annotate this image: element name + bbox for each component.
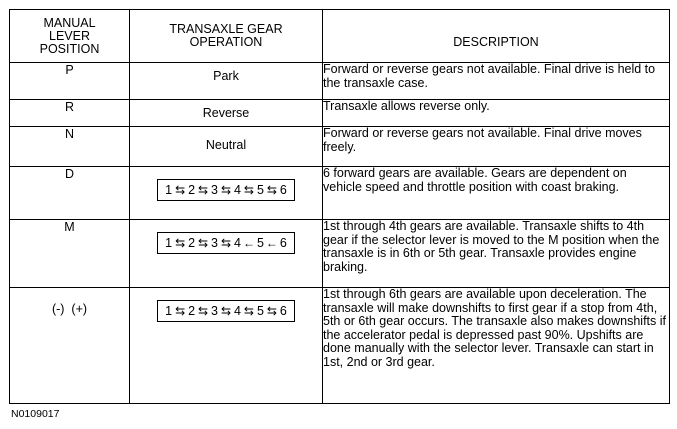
- operation-cell: [130, 288, 323, 404]
- table-row: [10, 63, 670, 100]
- gear-number: 6: [279, 304, 287, 318]
- shift-arrow-icon: ⇆: [266, 304, 277, 318]
- header-transaxle-gear-operation: [130, 10, 323, 63]
- shift-arrow-icon: ⇆: [220, 183, 232, 197]
- operation-cell: [130, 100, 323, 127]
- gear-number: 4: [234, 183, 241, 197]
- shift-arrow-icon: ⇆: [175, 236, 186, 250]
- position-cell: R: [10, 100, 130, 127]
- gear-number: 1: [165, 183, 173, 197]
- header-col3-text: DESCRIPTION: [453, 34, 539, 49]
- gear-number: 2: [188, 183, 196, 197]
- shift-arrow-icon: ⇆: [220, 236, 232, 250]
- shift-arrow-icon: ⇆: [243, 183, 254, 197]
- header-description: [323, 10, 670, 63]
- position-cell: M: [10, 220, 130, 288]
- gear-number: 6: [279, 236, 287, 250]
- downshift-arrow-icon: ←: [242, 236, 255, 250]
- gear-sequence-box: [157, 179, 295, 201]
- header-col1-text: MANUAL LEVER POSITION: [39, 15, 100, 56]
- shift-arrow-icon: ⇆: [220, 304, 232, 318]
- operation-cell: [130, 167, 323, 220]
- downshift-arrow-icon: ←: [265, 236, 278, 250]
- operation-label: Reverse: [202, 106, 250, 120]
- figure-id: N0109017: [11, 408, 60, 420]
- shift-arrow-icon: ⇆: [198, 183, 209, 197]
- shift-arrow-icon: ⇆: [243, 304, 254, 318]
- table-row: [10, 288, 670, 404]
- table-row: [10, 167, 670, 220]
- gear-number: 3: [211, 304, 218, 318]
- operation-cell: [130, 127, 323, 167]
- position-cell: P: [10, 63, 130, 100]
- gear-number: 5: [256, 236, 264, 250]
- table-row: [10, 127, 670, 167]
- table-row: [10, 100, 670, 127]
- gear-number: 1: [165, 236, 173, 250]
- description-cell: 1st through 6th gears are available upon deceleration. The transaxle will make downshifts to first gear if a stop from 4th, 5th or 6th gear occurs. The transaxle also makes downshifts if the accelerator pedal is depressed past 90%. Upshifts are done manually with the selector lever. Transaxle can start in 1st, 2nd or 3rd gear.: [323, 288, 670, 404]
- position-cell: (-) (+): [10, 288, 130, 404]
- table-row: [10, 220, 670, 288]
- operation-cell: [130, 220, 323, 288]
- shift-arrow-icon: ⇆: [198, 236, 209, 250]
- gear-table: [9, 9, 670, 404]
- description-cell: 6 forward gears are available. Gears are dependent on vehicle speed and throttle position with coast braking.: [323, 167, 670, 220]
- shift-arrow-icon: ⇆: [175, 183, 186, 197]
- description-cell: 1st through 4th gears are available. Transaxle shifts to 4th gear if the selector lever is moved to the M position when the transaxle is in 6th or 5th gear. Transaxle provides engine braking.: [323, 220, 670, 288]
- gear-number: 2: [188, 236, 196, 250]
- gear-sequence-box: [157, 232, 295, 254]
- position-cell: D: [10, 167, 130, 220]
- description-cell: Forward or reverse gears not available. Final drive is held to the transaxle case.: [323, 63, 670, 100]
- operation-cell: [130, 63, 323, 100]
- shift-arrow-icon: ⇆: [198, 304, 209, 318]
- gear-number: 5: [256, 183, 264, 197]
- gear-number: 4: [234, 304, 241, 318]
- header-row: [10, 10, 670, 63]
- gear-number: 6: [279, 183, 287, 197]
- header-col2-text: TRANSAXLE GEAR OPERATION: [169, 22, 283, 49]
- gear-number: 2: [188, 304, 196, 318]
- description-cell: Transaxle allows reverse only.: [323, 100, 670, 127]
- shift-arrow-icon: ⇆: [175, 304, 186, 318]
- position-cell: N: [10, 127, 130, 167]
- gear-number: 3: [211, 183, 218, 197]
- gear-number: 1: [165, 304, 173, 318]
- gear-number: 4: [234, 236, 241, 250]
- gear-number: 3: [211, 236, 218, 250]
- gear-sequence-box: [157, 300, 295, 322]
- operation-label: Park: [213, 69, 239, 83]
- gear-number: 5: [256, 304, 264, 318]
- operation-label: Neutral: [205, 138, 247, 152]
- header-manual-lever-position: [10, 10, 130, 63]
- description-cell: Forward or reverse gears not available. Final drive moves freely.: [323, 127, 670, 167]
- shift-arrow-icon: ⇆: [266, 183, 277, 197]
